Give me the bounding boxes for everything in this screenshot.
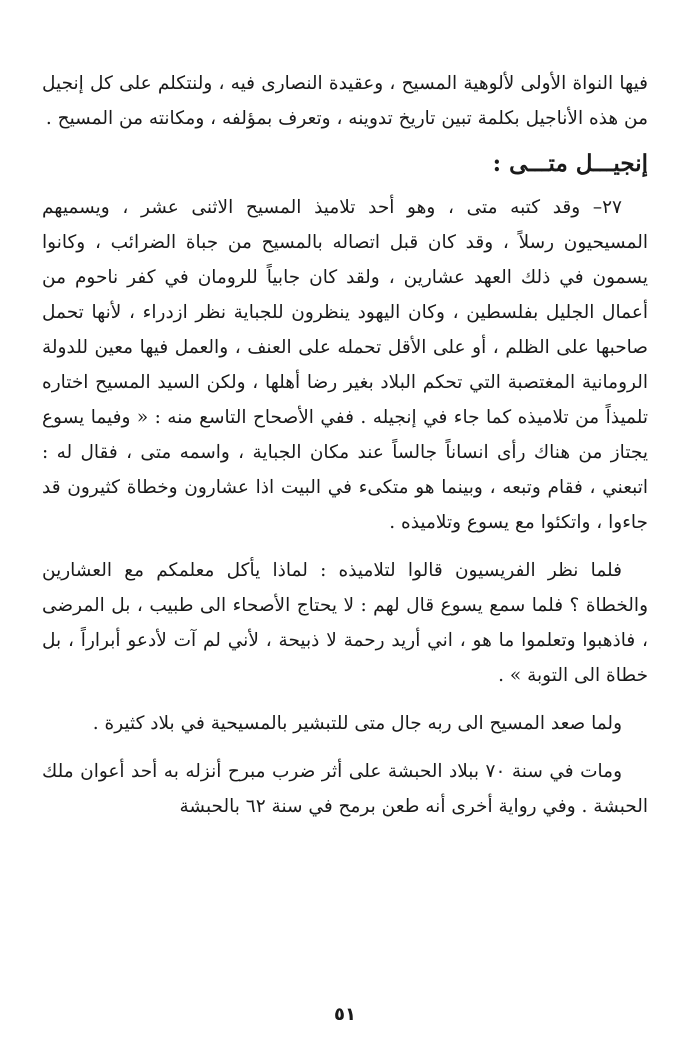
paragraph-ascension: ولما صعد المسيح الى ربه جال متى للتبشير بالمسيحية في بلاد كثيرة . (92, 713, 622, 734)
paragraph-gap (42, 741, 648, 754)
paragraph-death: ومات في سنة ٧٠ ببلاد الحبشة على أثر ضرب مبرح أنزله به أحد أعوان ملك الحبشة . وفي رواية أخرى أنه طعن برمح في سنة ٦٢ بالحبشة (42, 761, 648, 817)
section-heading: إنجيـــل متـــى : (492, 150, 648, 177)
paragraph-matthew-bio: ٢٧– وقد كتبه متى ، وهو أحد تلاميذ المسيح الاثنى عشر ، ويسميهم المسيحيون رسلاً ، وقد كان قبل اتصاله بالمسيح من جباة الضرائب ، وكانوا يسمون في ذلك العهد عشارين ، ولقد كان جابياً للرومان في كفر ناحوم من أعمال الجليل بفلسطين ، وكان اليهود ينظرون للجباية نظر ازدراء ، لأنها تحمل صاحبها على الظلم ، أو على الأقل تحمله على العنف ، والعمل فيها معين للدولة الرومانية المغتصبة التي تحكم البلاد بغير رضا أهلها ، ولكن السيد المسيح اختاره تلميذاً من تلاميذه كما جاء في إنجيله . ففي الأصحاح التاسع منه : « وفيما يسوع يجتاز من هناك رأى انساناً جالساً عند مكان الجباية ، واسمه متى ، فقال له : اتبعني ، فقام وتبعه ، وبينما هو متكىء في البيت اذا عشارون وخطاة كثيرون قد جاءوا ، واتكئوا مع يسوع وتلاميذه . (42, 197, 648, 533)
intro-paragraph: فيها النواة الأولى لألوهية المسيح ، وعقيدة النصارى فيه ، ولنتكلم على كل إنجيل من هذه الأناجيل بكلمة تبين تاريخ تدوينه ، وتعرف بمؤلفه ، ومكانته من المسيح . (42, 73, 648, 129)
page-body (42, 66, 648, 824)
paragraph-pharisees: فلما نظر الفريسيون قالوا لتلاميذه : لماذا يأكل معلمكم مع العشارين والخطاة ؟ فلما سمع يسوع قال لهم : لا يحتاج الأصحاء الى طبيب ، بل المرضى ، فاذهبوا وتعلموا ما هو ، اني أريد رحمة لا ذبيحة ، لأني لم آت لأدعو أبراراً ، بل خطاة الى التوبة » . (42, 560, 648, 686)
paragraph-gap (42, 693, 648, 706)
paragraph-gap (42, 540, 648, 553)
page-number: ٥١ (334, 1004, 356, 1025)
